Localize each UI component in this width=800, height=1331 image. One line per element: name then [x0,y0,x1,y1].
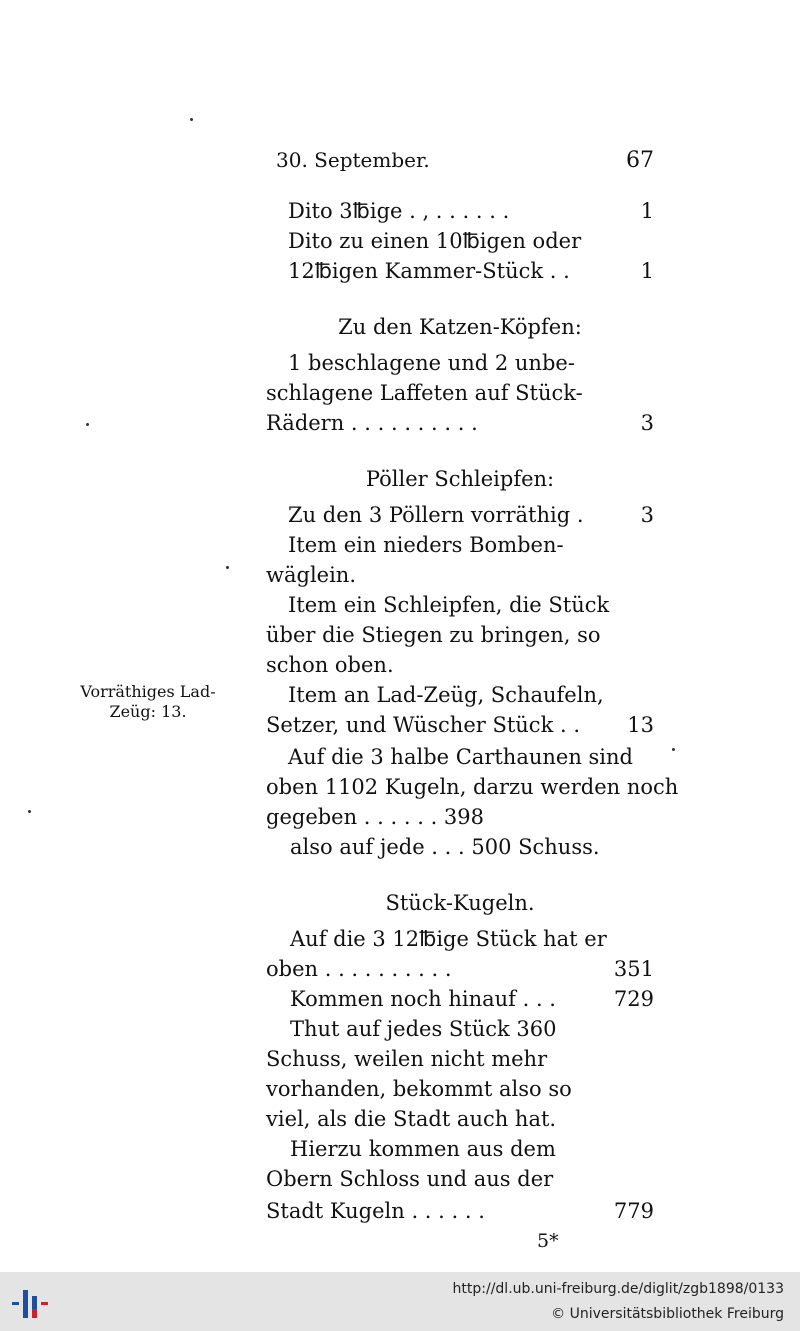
text-line: Zu den 3 Pöllern vorräthig . 3 [288,503,654,527]
text-line: Setzer, und Wüscher Stück . . 13 [266,713,654,737]
text-line: Auf die 3 12℔ige Stück hat er [290,927,607,951]
text-line: viel, als die Stadt auch hat. [266,1107,557,1131]
text-line: Schuss, weilen nicht mehr [266,1047,548,1071]
page-number: 67 [626,148,654,173]
section-heading: Stück-Kugeln. [385,891,535,915]
scan-speck [86,423,89,426]
text-line: schon oben. [266,653,394,677]
header-title: 30. September. [276,148,430,172]
text-line: oben . . . . . . . . . . 351 [266,957,654,981]
section-heading: Pöller Schleipfen: [365,467,555,491]
signature-mark: 5* [537,1230,559,1252]
text-line: Kommen noch hinauf . . . 729 [290,987,654,1011]
text-line: 12℔igen Kammer-Stück . . 1 [288,259,654,283]
scan-speck [28,810,31,813]
source-url-link[interactable]: http://dl.ub.uni-freiburg.de/diglit/zgb1898/0133 [452,1281,784,1297]
text-line: Dito zu einen 10℔igen oder [288,229,582,253]
section-heading: Zu den Katzen-Köpfen: [338,315,582,339]
text-line: Thut auf jedes Stück 360 [290,1017,557,1041]
text-line: Dito 3℔ige . , . . . . . . 1 [288,199,654,223]
library-logo-icon [12,1282,52,1320]
text-line: Item ein nieders Bomben- [288,533,564,557]
text-line: schlagene Laffeten auf Stück- [266,381,583,405]
text-line: über die Stiegen zu bringen, so [266,623,601,647]
viewer-footer [0,1272,800,1331]
copyright-text: © Universitätsbibliothek Freiburg [551,1306,784,1322]
text-line: gegeben . . . . . . 398 [266,805,484,829]
text-line: Stadt Kugeln . . . . . . 779 [266,1199,654,1223]
text-line: Item an Lad-Zeüg, Schaufeln, [288,683,604,707]
text-line: Rädern . . . . . . . . . . 3 [266,411,654,435]
text-line: Item ein Schleipfen, die Stück [288,593,610,617]
text-line: also auf jede . . . 500 Schuss. [290,835,600,859]
margin-note: Vorräthiges Lad- Zeüg: 13. [80,682,216,721]
text-line: vorhanden, bekommt also so [266,1077,572,1101]
text-line: oben 1102 Kugeln, darzu werden noch [266,775,679,799]
text-line: Hierzu kommen aus dem [290,1137,556,1161]
scan-speck [672,748,675,751]
text-line: Obern Schloss und aus der [266,1167,554,1191]
text-line: 1 beschlagene und 2 unbe- [288,351,575,375]
scan-speck [190,118,193,121]
text-line: Auf die 3 halbe Carthaunen sind [288,745,633,769]
running-header [276,148,654,178]
scan-speck [226,566,229,569]
text-line: wäglein. [266,563,356,587]
